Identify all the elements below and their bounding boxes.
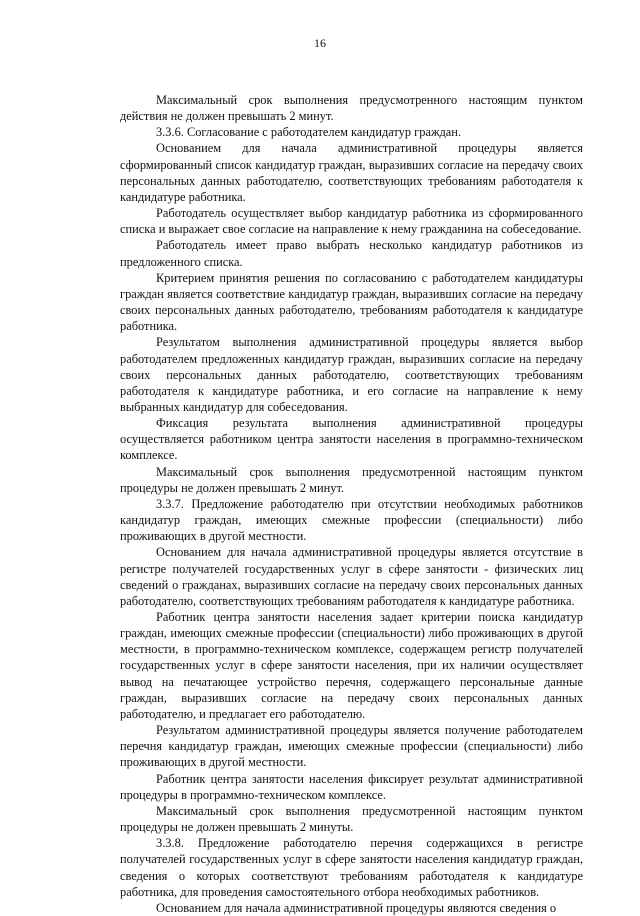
paragraph: Работник центра занятости населения задает критерии поиска кандидатур граждан, имеющих смежные профессии (специальности) либо проживающих в другой местности, в программно-техническом комплексе, содержащем регистр получателей государственных услуг в сфере занятости населения, при их наличии осуществляет вывод на печатающее устройство перечня, содержащего персональные данные граждан, выразивших согласие на передачу своих персональных данных работодателю, и предлагает его работодателю. — [120, 610, 583, 721]
paragraph: Критерием принятия решения по согласованию с работодателем кандидатуры граждан является соответствие кандидатур граждан, выразивших согласие на передачу своих персональных данных работодателю, требованиям работодателя к кандидатуре работника. — [120, 270, 583, 334]
paragraph: Основанием для начала административной процедуры является сформированный список кандидатур граждан, выразивших согласие на передачу своих персональных данных работодателю, соответствующих требованиям работодателя к кандидатуре работника. — [120, 141, 583, 204]
paragraph: Основанием для начала административной процедуры является отсутствие в регистре получателей государственных услуг в сфере занятости - физических лиц сведений о гражданах, выразивших согласие на передачу своих персональных данных работодателю, соответствующих требованиям работодателя к кандидатуре работника. — [120, 545, 583, 608]
section-heading-3-3-7: 3.3.7. Предложение работодателю при отсутствии необходимых работников кандидатур граждан, имеющих смежные профессии (специальности) либо проживающих в другой местности. — [120, 496, 583, 544]
paragraph: Основанием для начала административной процедуры являются сведения о — [156, 900, 557, 915]
page-number: 16 — [314, 36, 326, 50]
paragraph: Результатом административной процедуры является получение работодателем перечня кандидатур граждан, имеющих смежные профессии (специальности) либо проживающих в другой местности. — [120, 723, 583, 770]
document-body — [120, 92, 583, 916]
paragraph: Максимальный срок выполнения предусмотренного настоящим пунктом действия не должен превышать 2 минут. — [120, 93, 583, 124]
section-heading-3-3-8: 3.3.8. Предложение работодателю перечня содержащихся в регистре получателей государственных услуг в сфере занятости населения кандидатур граждан, сведения о которых соответствуют требованиям работодателя к кандидатуре работника, для проведения самостоятельного отбора необходимых работников. — [120, 836, 583, 899]
paragraph: Максимальный срок выполнения предусмотренной настоящим пунктом процедуры не должен превышать 2 минуты. — [120, 803, 583, 835]
paragraph: Работник центра занятости населения фиксирует результат административной процедуры в программно-техническом комплексе. — [120, 771, 583, 802]
paragraph: Работодатель имеет право выбрать несколько кандидатур работников из предложенного списка. — [120, 238, 583, 269]
paragraph: Максимальный срок выполнения предусмотренной настоящим пунктом процедуры не должен превышать 2 минут. — [120, 464, 583, 495]
section-heading-3-3-6: 3.3.6. Согласование с работодателем кандидатур граждан. — [156, 125, 462, 140]
paragraph: Работодатель осуществляет выбор кандидатур работника из сформированного списка и выражает свое согласие на направление к нему гражданина на собеседование. — [120, 206, 583, 237]
paragraph: Фиксация результата выполнения административной процедуры осуществляется работником центра занятости населения в программно-техническом комплексе. — [120, 416, 583, 463]
paragraph: Результатом выполнения административной процедуры является выбор работодателем предложенных кандидатур граждан, выразивших согласие на передачу своих персональных данных работодателю, соответствующих требованиям работодателя к кандидатуре работника, и его согласие на направление к нему выбранных кандидатур для собеседования. — [120, 335, 583, 414]
